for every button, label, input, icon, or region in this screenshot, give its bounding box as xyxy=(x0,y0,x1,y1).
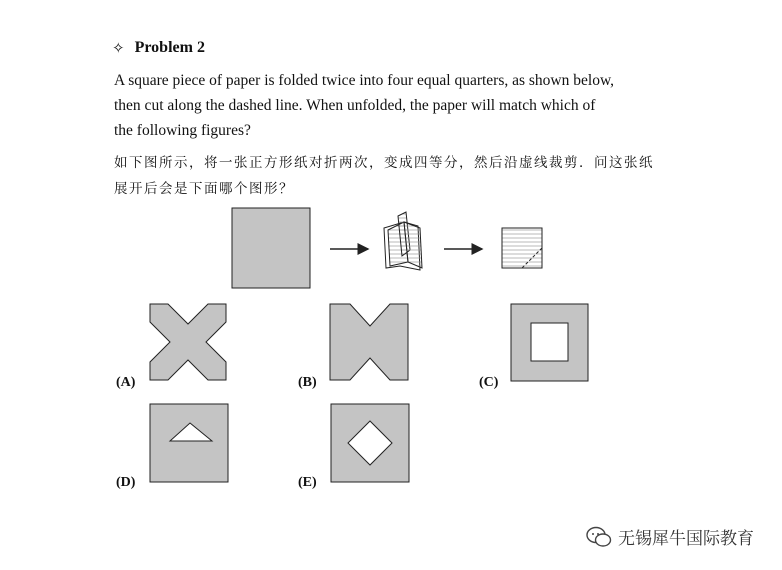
four-point-star-icon: ✧ xyxy=(112,39,125,57)
folded-paper-icon xyxy=(384,212,422,270)
english-line-1: A square piece of paper is folded twice into four equal quarters, as shown below, xyxy=(114,72,615,89)
cut-dashed-line xyxy=(522,248,542,268)
quarter-square xyxy=(502,228,542,268)
chinese-line-1: 如下图所示，将一张正方形纸对折两次，变成四等分，然后沿虚线裁剪．问这张纸 xyxy=(114,155,654,171)
english-line-2: then cut along the dashed line. When unfolded, the paper will match which of xyxy=(114,97,596,114)
option-b-shape xyxy=(330,304,408,380)
option-a-label[interactable]: (A) xyxy=(116,375,136,390)
english-line-3: the following figures? xyxy=(114,122,251,139)
option-d-shape xyxy=(150,404,228,482)
problem-text-english xyxy=(114,68,659,143)
wechat-logo-icon xyxy=(586,526,612,548)
option-d-label[interactable]: (D) xyxy=(116,475,136,490)
option-c-shape xyxy=(511,304,588,381)
option-a-shape xyxy=(150,304,226,380)
watermark-text: 无锡犀牛国际教育 xyxy=(618,529,754,549)
problem-text-chinese xyxy=(114,150,674,202)
watermark xyxy=(586,524,754,549)
option-e-shape xyxy=(331,404,409,482)
option-e-label[interactable]: (E) xyxy=(298,475,317,490)
option-b-label[interactable]: (B) xyxy=(298,375,317,390)
chinese-line-2: 展开后会是下面哪个图形？ xyxy=(114,181,294,197)
paper-square xyxy=(232,208,310,288)
problem-header xyxy=(112,38,205,58)
option-c-label[interactable]: (C) xyxy=(479,375,499,390)
problem-title: Problem 2 xyxy=(134,39,205,56)
